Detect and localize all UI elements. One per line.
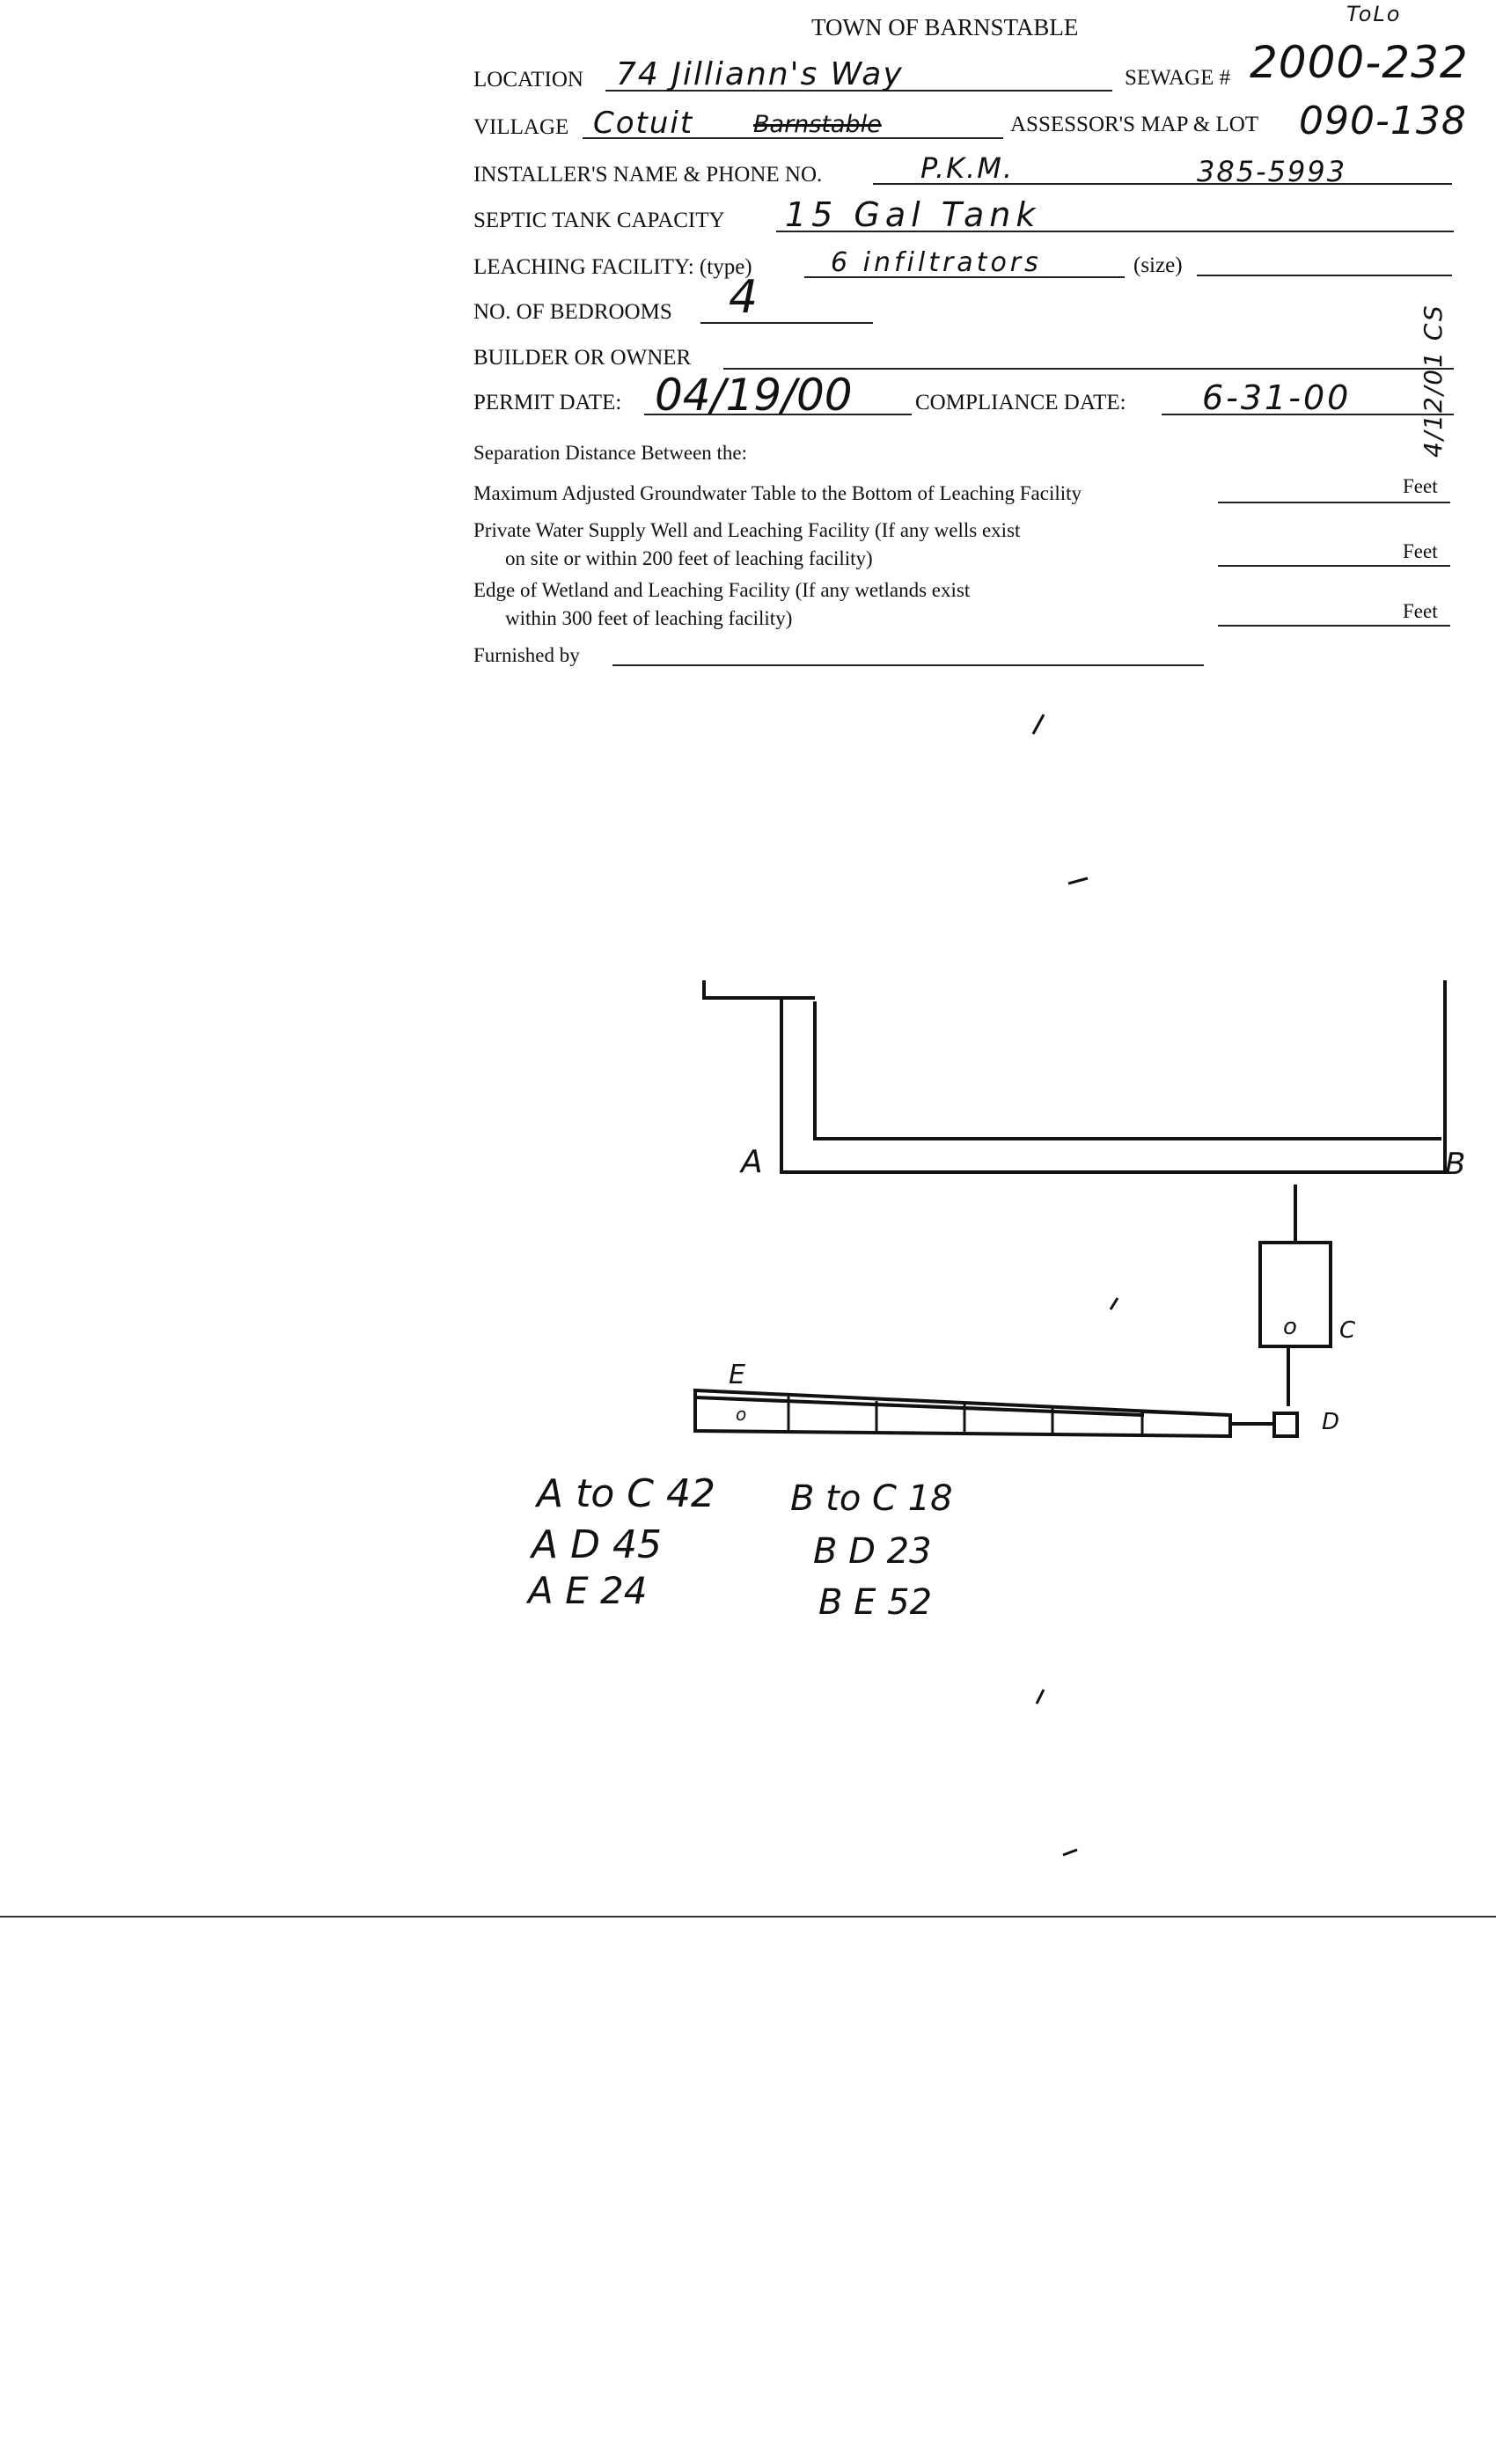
house-outline-inner: [815, 1001, 1441, 1139]
sewage-value: 2000-232: [1250, 37, 1469, 88]
septic-label: SEPTIC TANK CAPACITY: [473, 209, 725, 232]
point-label-d: D: [1322, 1409, 1340, 1435]
village-label: VILLAGE: [473, 115, 569, 139]
builder-label: BUILDER OR OWNER: [473, 346, 692, 370]
corner-note: ToLo: [1346, 2, 1402, 26]
leaching-size-label: (size): [1133, 253, 1183, 277]
bedrooms-value: 4: [729, 271, 760, 324]
point-label-c: C: [1339, 1317, 1356, 1344]
installer-phone: 385-5993: [1197, 155, 1347, 188]
distribution-box: [1274, 1413, 1297, 1436]
septic-value: 15 Gal Tank: [785, 195, 1041, 234]
leaching-value: 6 infiltrators: [831, 247, 1042, 278]
measurement-2-right: B D 23: [813, 1531, 932, 1572]
sewage-label: SEWAGE #: [1125, 66, 1231, 90]
measurement-3-left: A E 24: [528, 1569, 648, 1612]
location-label: LOCATION: [473, 68, 583, 92]
point-label-e: E: [729, 1360, 745, 1390]
scan-mark: [1033, 715, 1118, 1855]
separation-row-3-text-2: within 300 feet of leaching facility): [505, 607, 793, 629]
leaching-trench: [695, 1390, 1230, 1436]
measurement-2-left: A D 45: [532, 1522, 662, 1567]
assessor-value: 090-138: [1299, 99, 1467, 143]
separation-row-3-text: Edge of Wetland and Leaching Facility (If any wetlands exist: [473, 579, 971, 601]
separation-row-2-text-2: on site or within 200 feet of leaching facility): [505, 547, 873, 569]
installer-value: P.K.M.: [920, 151, 1014, 185]
compliance-label: COMPLIANCE DATE:: [915, 391, 1126, 414]
separation-row-1-text: Maximum Adjusted Groundwater Table to the Bottom of Leaching Facility: [473, 482, 1082, 504]
measurement-3-right: B E 52: [818, 1582, 933, 1623]
margin-note: 4/12/01 CS: [1419, 304, 1448, 458]
separation-row-1-unit: Feet: [1403, 475, 1438, 497]
location-value: 74 Jilliann's Way: [616, 56, 904, 92]
bedrooms-label: NO. OF BEDROOMS: [473, 300, 672, 324]
septic-tank-mark: o: [1283, 1314, 1297, 1340]
permit-value: 04/19/00: [655, 370, 853, 421]
permit-label: PERMIT DATE:: [473, 391, 622, 414]
village-value: Cotuit: [593, 106, 694, 141]
separation-row-3-unit: Feet: [1403, 600, 1438, 622]
form-title: TOWN OF BARNSTABLE: [811, 14, 1079, 40]
installer-label: INSTALLER'S NAME & PHONE NO.: [473, 163, 823, 187]
measurement-1-right: B to C 18: [790, 1478, 953, 1519]
assessor-label: ASSESSOR'S MAP & LOT: [1010, 113, 1259, 136]
measurement-1-left: A to C 42: [537, 1471, 715, 1516]
page-bottom-rule: [0, 1916, 1496, 1918]
point-label-a: A: [741, 1144, 763, 1180]
compliance-value: 6-31-00: [1202, 378, 1352, 417]
point-label-b: B: [1445, 1147, 1466, 1182]
village-struck-value: Barnstable: [753, 111, 882, 138]
leaching-label: LEACHING FACILITY: (type): [473, 255, 752, 279]
separation-heading: Separation Distance Between the:: [473, 442, 748, 464]
furnished-by-label: Furnished by: [473, 644, 580, 666]
separation-row-2-text: Private Water Supply Well and Leaching Facility (If any wells exist: [473, 519, 1021, 541]
separation-row-2-unit: Feet: [1403, 540, 1438, 562]
trench-mark: o: [736, 1404, 747, 1425]
